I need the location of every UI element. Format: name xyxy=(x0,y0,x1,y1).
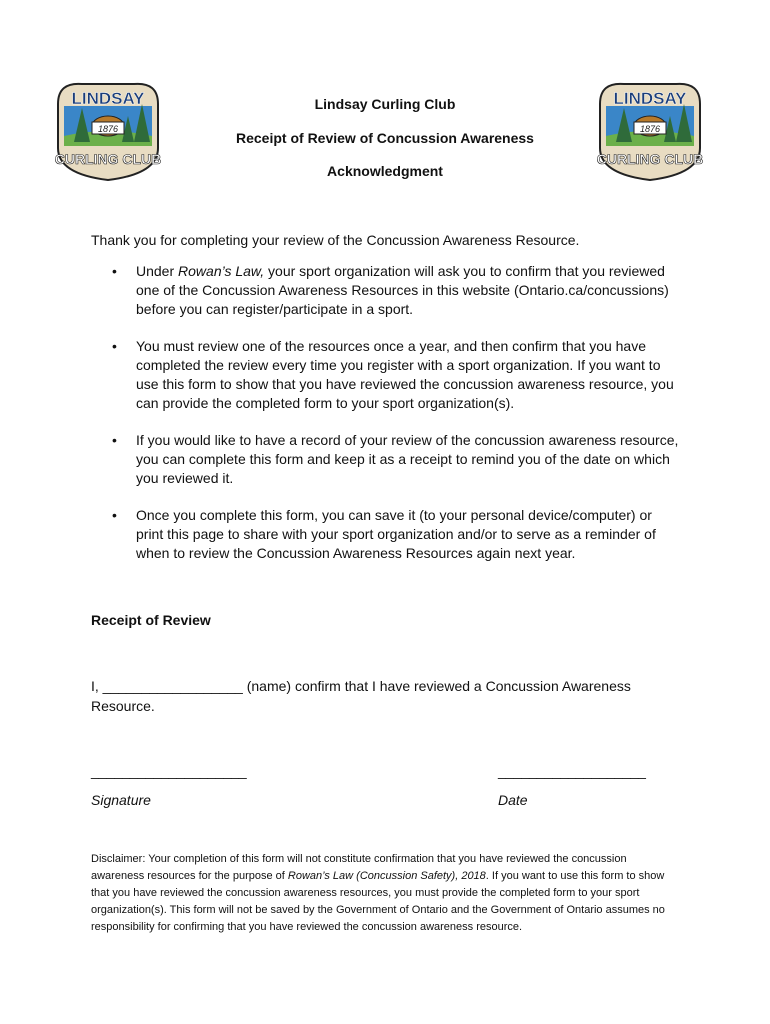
svg-text:1876: 1876 xyxy=(639,124,661,134)
bullet-icon: • xyxy=(112,432,117,448)
receipt-heading: Receipt of Review xyxy=(91,612,211,628)
bullet-text: Under xyxy=(136,263,179,279)
list-item xyxy=(0,431,681,488)
disclaimer-paragraph xyxy=(91,851,681,936)
bullet-icon: • xyxy=(112,338,117,354)
intro-paragraph: Thank you for completing your review of the Concussion Awareness Resource. xyxy=(91,232,580,248)
svg-text:1876: 1876 xyxy=(97,124,119,134)
club-logo-graphic xyxy=(594,76,706,184)
date-label: Date xyxy=(498,792,528,808)
svg-text:LINDSAY: LINDSAY xyxy=(613,89,687,108)
date-line: ___________________ xyxy=(498,763,646,779)
bullet-text: If you would like to have a record of your review of the concussion awareness resource, you can complete this form and keep it as a receipt to remind you of the date on which you reviewed it. xyxy=(136,432,679,486)
club-logo-graphic xyxy=(52,76,164,184)
form-subtitle: Acknowledgment xyxy=(327,163,443,179)
bullet-text: your sport organization will ask you to confirm that you reviewed one of the Concussion Awareness Resources in this website (Ontario.ca/concussions) before you can register/participate in a sport. xyxy=(136,263,669,317)
confirmation-statement: I, __________________ (name) confirm that I have reviewed a Concussion Awareness Resource. xyxy=(91,678,631,714)
club-name: Lindsay Curling Club xyxy=(314,96,456,112)
bullet-icon: • xyxy=(112,263,117,279)
list-item xyxy=(0,506,681,563)
document-header xyxy=(170,96,600,180)
bullet-icon: • xyxy=(112,507,117,523)
disclaimer-italic-text: Rowan’s Law (Concussion Safety), 2018 xyxy=(287,870,486,882)
disclaimer-text: . If you want to use this form to show that you have reviewed the concussion awareness resources, you must provide the completed form to your sport organization(s). This form will not be saved by the Government of Ontario and the Government of Ontario assumes no responsibility for confirming that you have reviewed the concussion awareness resource. xyxy=(91,870,665,933)
bullet-text: Once you complete this form, you can save it (to your personal device/computer) or print this page to share with your sport organization and/or to serve as a reminder of when to review the Concussion Awareness Resources again next year. xyxy=(136,507,656,561)
svg-text:LINDSAY: LINDSAY xyxy=(71,89,145,108)
bullet-italic-text: Rowan’s Law, xyxy=(178,263,265,279)
svg-text:CURLING CLUB: CURLING CLUB xyxy=(596,151,704,167)
form-title: Receipt of Review of Concussion Awareness xyxy=(236,130,534,146)
disclaimer-text: Disclaimer: Your completion of this form will not constitute confirmation that you have reviewed the concussion awareness resources for the purpose of xyxy=(91,853,627,882)
svg-text:CURLING CLUB: CURLING CLUB xyxy=(54,151,162,167)
club-logo-left xyxy=(52,76,164,184)
signature-line: ____________________ xyxy=(91,763,247,779)
list-item xyxy=(0,337,681,413)
signature-label: Signature xyxy=(91,792,151,808)
bullet-text: You must review one of the resources once a year, and then confirm that you have completed the review every time you register with a sport organization. If you want to use this form to show that you have reviewed the concussion awareness resource, you can provide the completed form to your sport organization(s). xyxy=(136,338,674,411)
club-logo-right xyxy=(594,76,706,184)
info-bullet-list xyxy=(0,262,770,581)
list-item xyxy=(0,262,681,319)
